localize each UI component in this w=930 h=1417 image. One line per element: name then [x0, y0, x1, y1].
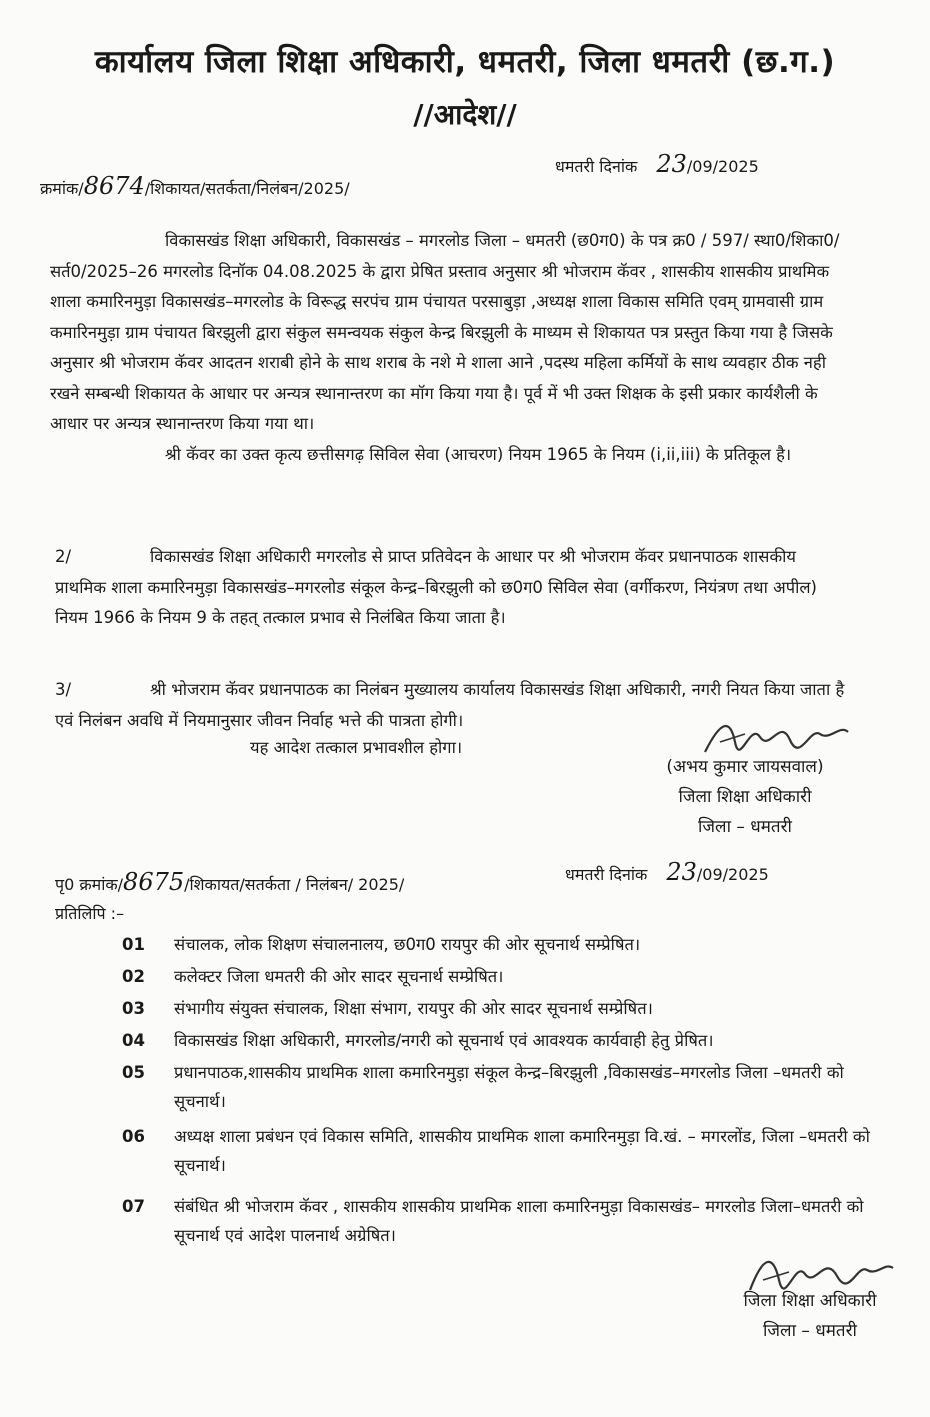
endorsement-reference: पृ0 क्रमांक/8675/शिकायत/सतर्कता / निलंबन/ 2025/ — [55, 868, 405, 896]
list-item: 03 संभागीय संयुक्त संचालक, शिक्षा संभाग, रायपुर की ओर सादर सूचनार्थ सम्प्रेषित। — [122, 999, 653, 1018]
paragraph-1b: श्री कॅवर का उक्त कृत्य छत्तीसगढ़ सिविल सेवा (आचरण) नियम 1965 के नियम (i,ii,iii) के प्रतिकूल है। — [165, 444, 792, 464]
order-heading: //आदेश// — [413, 98, 517, 131]
officer-name: (अभय कुमार जायसवाल) — [666, 757, 824, 777]
office-title: कार्यालय जिला शिक्षा अधिकारी, धमतरी, जिला धमतरी (छ.ग.) — [94, 44, 836, 80]
order-reference: क्रमांक/8674/शिकायत/सतर्कता/निलंबन/2025/ — [40, 172, 350, 200]
paragraph-3: 3/ श्री भोजराम कॅवर प्रधानपाठक का निलंबन मुख्यालय कार्यालय विकासखंड शिक्षा अधिकारी, नगरी नियत किया जाता है एवं निलंबन अवधि में नियमानुसार जीवन निर्वाह भत्ते की पात्रता होगी। — [55, 675, 845, 736]
order-number: 8674 — [83, 172, 145, 200]
copy-to-label: प्रतिलिपि :– — [55, 904, 125, 923]
paragraph-1: विकासखंड शिक्षा अधिकारी, विकासखंड – मगरलोड जिला – धमतरी (छ0ग0) के पत्र क्र0 / 597/ स्था0/शिका0/सर्त0/2025–26 मगरलोड दिनॉक 04.08.2025 के द्वारा प्रेषित प्रस्ताव अनुसार श्री भोजराम कॅवर , शासकीय शासकीय प्राथमिक शाला कमारिनमुड़ा विकासखंड–मगरलोड के विरूद्ध सरपंच ग्राम पंचायत परसाबुड़ा ,अध्यक्ष शाला विकास समिति एवम् ग्रामवासी ग्राम कमारिनमुड़ा ग्राम पंचायत बिरझुली द्वारा संकुल समन्वयक संकुल केन्द्र बिरझुली के माध्यम से शिकायत पत्र प्रस्तुत किया गया है जिसके अनुसार श्री भोजराम कॅवर आदतन शराबी होने के साथ शराब के नशे मे शाला आने ,पदस्थ महिला कर्मियों के साथ व्यवहार ठीक नही रखने सम्बन्धी शिकायत के आधार पर अन्यत्र स्थानान्तरण का मॉग किया गया है। पूर्व में भी उक्त शिक्षक के इसी प्रकार कार्यशैली के आधार पर अन्यत्र स्थानान्तरण किया गया था। श्री कॅवर का उक्त कृत्य छत्तीसगढ़ सिविल सेवा (आचरण) नियम 1965 के नियम (i,ii,iii) के प्रतिकूल है। — [50, 226, 840, 470]
endorsement-number: 8675 — [123, 868, 185, 896]
list-item: 07 संबंधित श्री भोजराम कॅवर , शासकीय शासकीय प्राथमिक शाला कमारिनमुड़ा विकासखंड– मगरलोड जिला–धमतरी को सूचनार्थ एवं आदेश पालनार्थ अग्रेषित। — [122, 1197, 864, 1245]
list-item: 05 प्रधानपाठक,शासकीय प्राथमिक शाला कमारिनमुड़ा संकूल केन्द्र–बिरझुली ,विकासखंड–मगरलोड जिला –धमतरी को सूचनार्थ। — [122, 1063, 844, 1111]
list-item: 06 अध्यक्ष शाला प्रबंधन एवं विकास समिति, शासकीय प्राथमिक शाला कमारिनमुड़ा वि.खं. – मगरलोंड, जिला –धमतरी को सूचनार्थ। — [122, 1127, 870, 1175]
paragraph-2: 2/ विकासखंड शिक्षा अधिकारी मगरलोड से प्राप्त प्रतिवेदन के आधार पर श्री भोजराम कॅवर प्रधानपाठक शासकीय प्राथमिक शाला कमारिनमुड़ा विकासखंड–मगरलोड संकूल केन्द्र–बिरझुली को छ0ग0 सिविल सेवा (वर्गीकरण, नियंत्रण तथा अपील) नियम 1966 के नियम 9 के तहत् तत्काल प्रभाव से निलंबित किया जाता है। — [55, 542, 845, 634]
endorsement-date: धमतरी दिनांक 23/09/2025 — [565, 858, 769, 886]
list-item: 04 विकासखंड शिक्षा अधिकारी, मगरलोड/नगरी को सूचनार्थ एवं आवश्यक कार्यवाही हेतु प्रेषित। — [122, 1031, 714, 1050]
list-item: 02 कलेक्टर जिला धमतरी की ओर सादर सूचनार्थ सम्प्रेषित। — [122, 967, 504, 986]
officer-district: जिला – धमतरी — [698, 817, 792, 837]
officer-designation-2: जिला शिक्षा अधिकारी — [743, 1291, 877, 1311]
paragraph-2-number: 2/ — [55, 547, 72, 566]
order-date: धमतरी दिनांक 23/09/2025 — [555, 150, 759, 178]
signature-1-block — [640, 752, 850, 842]
list-item: 01 संचालक, लोक शिक्षण संचालनालय, छ0ग0 रायपुर की ओर सूचनार्थ सम्प्रेषित। — [122, 935, 641, 954]
paragraph-3-number: 3/ — [55, 680, 72, 699]
officer-district-2: जिला – धमतरी — [763, 1321, 857, 1341]
effective-statement: यह आदेश तत्काल प्रभावशील होगा। — [250, 738, 463, 757]
signature-2-block — [710, 1286, 910, 1346]
officer-designation: जिला शिक्षा अधिकारी — [678, 787, 812, 807]
